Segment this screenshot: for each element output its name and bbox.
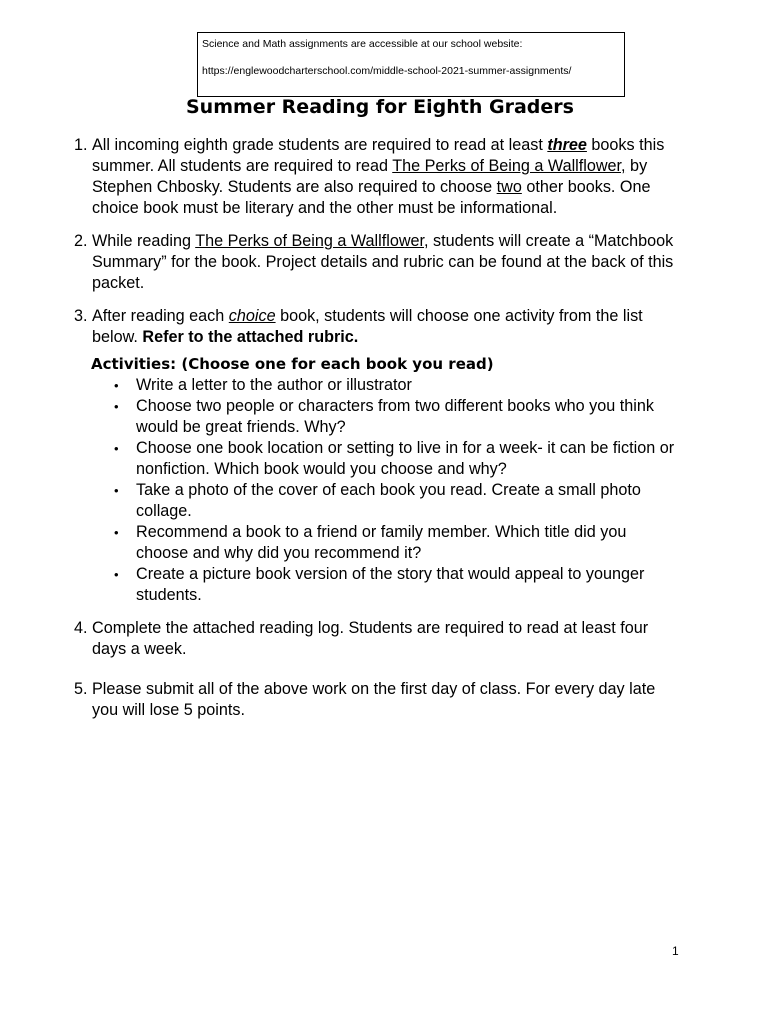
assignment-list: [74, 135, 680, 733]
list-item: [91, 375, 680, 396]
bullet-icon: •: [114, 483, 119, 498]
item-number: 2.: [74, 232, 88, 250]
notice-url: https://englewoodcharterschool.com/middle-school-2021-summer-assignments/: [202, 65, 572, 77]
bullet-icon: •: [114, 378, 119, 393]
list-item-4: [74, 618, 680, 660]
list-item-1: [74, 135, 680, 219]
activity-text: Create a picture book version of the story that would appeal to younger students.: [136, 565, 645, 604]
list-item: [91, 396, 680, 438]
item-text: [92, 306, 680, 348]
text-run: While reading: [92, 232, 196, 250]
emphasis-choice: choice: [228, 307, 276, 325]
text-run: books this summer. All students are required to read: [92, 136, 665, 175]
activity-text: Choose one book location or setting to live in for a week- it can be fiction or nonfiction. Which book would you choose and why?: [136, 439, 675, 478]
list-item: [91, 522, 680, 564]
activities-list: [91, 375, 680, 606]
list-item: [91, 438, 680, 480]
emphasis-three: three: [547, 136, 587, 154]
rubric-note: Refer to the attached rubric.: [142, 328, 359, 346]
page-number: 1: [672, 944, 679, 958]
activity-text: Choose two people or characters from two different books who you think would be great friends. Why?: [136, 397, 654, 436]
notice-line-1: Science and Math assignments are accessible at our school website:: [202, 38, 523, 50]
item-number: 5.: [74, 680, 88, 698]
activities-title: Activities: (Choose one for each book you read): [91, 355, 494, 373]
activity-text: Recommend a book to a friend or family member. Which title did you choose and why did you recommend it?: [136, 523, 627, 562]
list-item: [91, 564, 680, 606]
website-notice-box: [197, 32, 625, 97]
text-run: book, students will choose one activity from the list below.: [92, 307, 643, 346]
activities-section: [91, 354, 680, 606]
item-text: [92, 135, 680, 219]
activity-text: Take a photo of the cover of each book you read. Create a small photo collage.: [136, 481, 641, 520]
bullet-icon: •: [114, 399, 119, 414]
text-run: , students will create a “Matchbook Summary” for the book. Project details and rubric can be found at the back of this packet.: [92, 232, 674, 292]
text-run: by Stephen Chbosky. Students are also required to choose: [92, 157, 648, 196]
item-number: 4.: [74, 619, 88, 637]
bullet-icon: •: [114, 441, 119, 456]
activity-text: Write a letter to the author or illustrator: [136, 376, 412, 394]
bullet-icon: •: [114, 567, 119, 582]
book-title: The Perks of Being a Wallflower: [195, 232, 425, 250]
page-title: Summer Reading for Eighth Graders: [186, 96, 574, 118]
list-item: [91, 480, 680, 522]
list-item-2: [74, 231, 680, 294]
item-text: Please submit all of the above work on the first day of class. For every day late you will lose 5 points.: [92, 680, 656, 719]
text-run: other books. One choice book must be literary and the other must be informational.: [92, 178, 651, 217]
emphasis-two: two: [496, 178, 522, 196]
bullet-icon: •: [114, 525, 119, 540]
item-number: 3.: [74, 307, 88, 325]
item-text: [92, 231, 680, 294]
book-title: The Perks of Being a Wallflower,: [392, 157, 626, 175]
item-number: 1.: [74, 136, 88, 154]
list-item-5: [74, 679, 680, 721]
list-item-3: [74, 306, 680, 348]
text-run: All incoming eighth grade students are required to read at least: [92, 136, 548, 154]
text-run: After reading each: [92, 307, 229, 325]
item-text: Complete the attached reading log. Students are required to read at least four days a week.: [92, 619, 649, 658]
